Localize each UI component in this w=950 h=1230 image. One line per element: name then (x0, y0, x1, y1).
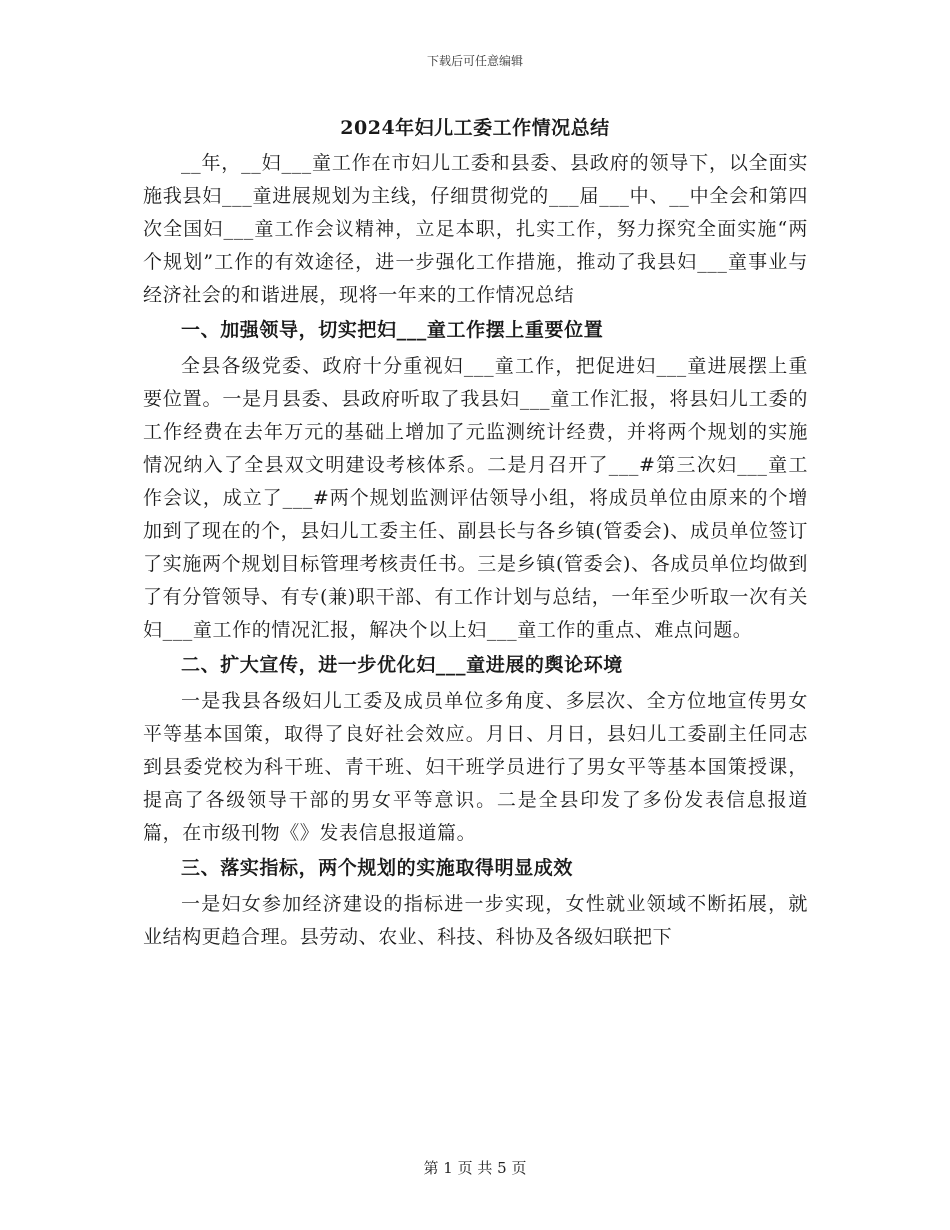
intro-paragraph: __年，__妇___童工作在市妇儿工委和县委、县政府的领导下，以全面实施我县妇___童进展规划为主线，仔细贯彻党的___届___中、__中全会和第四次全国妇___童工作会议精神，立足本职，扎实工作，努力探究全面实施“两个规划”工作的有效途径，进一步强化工作措施，推动了我县妇___童事业与经济社会的和谐进展，现将一年来的工作情况总结 (143, 152, 808, 306)
section-2-paragraph: 一是我县各级妇儿工委及成员单位多角度、多层次、全方位地宣传男女平等基本国策，取得了良好社会效应。月日、月日，县妇儿工委副主任同志到县委党校为科干班、青干班、妇干班学员进行了男女平等基本国策授课，提高了各级领导干部的男女平等意识。二是全县印发了多份发表信息报道篇，在市级刊物《》发表信息报道篇。 (143, 690, 808, 844)
section-1-heading: 一、加强领导，切实把妇___童工作摆上重要位置 (181, 319, 604, 341)
section-2-heading: 二、扩大宣传，进一步优化妇___童进展的舆论环境 (181, 654, 623, 676)
document-body (143, 147, 808, 954)
page-footer: 第 1 页 共 5 页 (423, 1159, 527, 1177)
section-3-paragraph: 一是妇女参加经济建设的指标进一步实现，女性就业领域不断拓展，就业结构更趋合理。县劳动、农业、科技、科协及各级妇联把下 (143, 893, 808, 948)
document-title: 2024年妇儿工委工作情况总结 (340, 117, 610, 139)
section-1-paragraph: 全县各级党委、政府十分重视妇___童工作，把促进妇___童进展摆上重要位置。一是月县委、县政府听取了我县妇___童工作汇报，将县妇儿工委的工作经费在去年万元的基础上增加了元监测统计经费，并将两个规划的实施情况纳入了全县双文明建设考核体系。二是月召开了___#第三次妇___童工作会议，成立了___#两个规划监测评估领导小组，将成员单位由原来的个增加到了现在的个，县妇儿工委主任、副县长与各乡镇(管委会)、成员单位签订了实施两个规划目标管理考核责任书。三是乡镇(管委会)、各成员单位均做到了有分管领导、有专(兼)职干部、有工作计划与总结，一年至少听取一次有关妇___童工作的情况汇报，解决个以上妇___童工作的重点、难点问题。 (143, 355, 808, 641)
section-3-heading: 三、落实指标，两个规划的实施取得明显成效 (181, 857, 574, 879)
page-header: 下载后可任意编辑 (426, 54, 523, 68)
